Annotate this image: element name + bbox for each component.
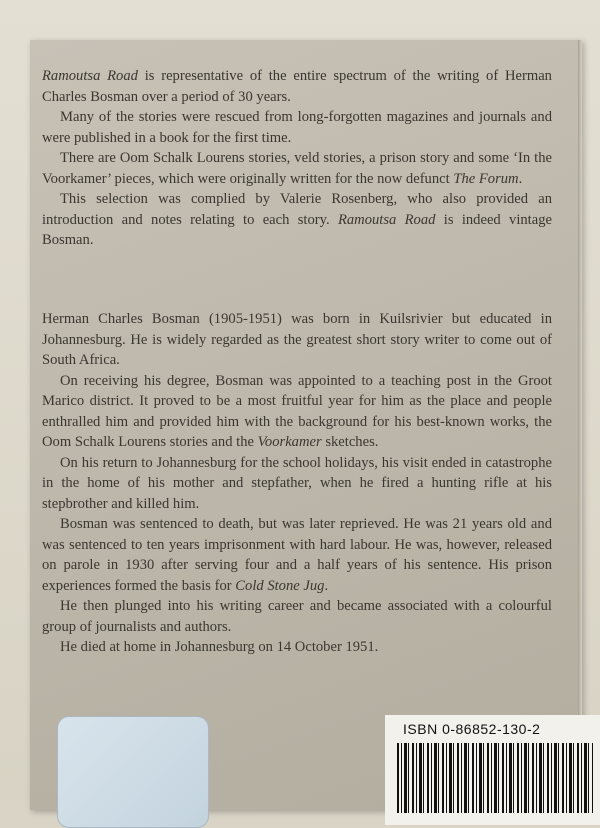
bio-paragraph: Herman Charles Bosman (1905-1951) was born in Kuilsrivier but educated in Johannesburg. He is widely regarded as the greatest short story writer to come out of South Africa. bbox=[42, 311, 552, 368]
barcode-bars bbox=[397, 743, 593, 813]
barcode-panel bbox=[385, 715, 600, 825]
blurb-paragraph: Many of the stories were rescued from long-forgotten magazines and journals and were published in a book for the first time. bbox=[42, 109, 552, 146]
author-bio-section bbox=[42, 309, 552, 658]
blurb-paragraph: This selection was complied by Valerie Rosenberg, who also provided an introduction and notes relating to each story. Ramoutsa Road is indeed vintage Bosman. bbox=[42, 191, 552, 248]
bio-paragraph: He died at home in Johannesburg on 14 October 1951. bbox=[60, 639, 379, 655]
bio-paragraph: He then plunged into his writing career and became associated with a colourful group of journalists and authors. bbox=[42, 598, 552, 635]
isbn-label: ISBN 0-86852-130-2 bbox=[403, 721, 541, 737]
bio-paragraph: On his return to Johannesburg for the school holidays, his visit ended in catastrophe in the home of his mother and stepfather, when he fired a hunting rifle at his stepbrother and killed him. bbox=[42, 454, 552, 512]
bio-paragraph: On receiving his degree, Bosman was appointed to a teaching post in the Groot Marico district. It proved to be a most fruitful year for him as the place and people enthralled him and provided him with the background for his best-known works, the Oom Schalk Lourens stories and the Voorkamer sketches. bbox=[42, 372, 552, 450]
bio-paragraph: Bosman was sentenced to death, but was later reprieved. He was 21 years old and was sentenced to ten years imprisonment with hard labour. He was, however, released on parole in 1930 after serving four and a half years of his sentence. His prison experiences formed the basis for Cold Stone Jug. bbox=[42, 516, 552, 594]
blurb-paragraph: There are Oom Schalk Lourens stories, veld stories, a prison story and some ‘In the Voorkamer’ pieces, which were originally written for the now defunct The Forum. bbox=[42, 150, 552, 187]
price-sticker bbox=[57, 716, 209, 828]
cover-edge bbox=[578, 40, 582, 810]
blurb-paragraph: Ramoutsa Road is representative of the entire spectrum of the writing of Herman Charles Bosman over a period of 30 years. bbox=[42, 68, 552, 105]
blurb-section bbox=[42, 66, 552, 251]
